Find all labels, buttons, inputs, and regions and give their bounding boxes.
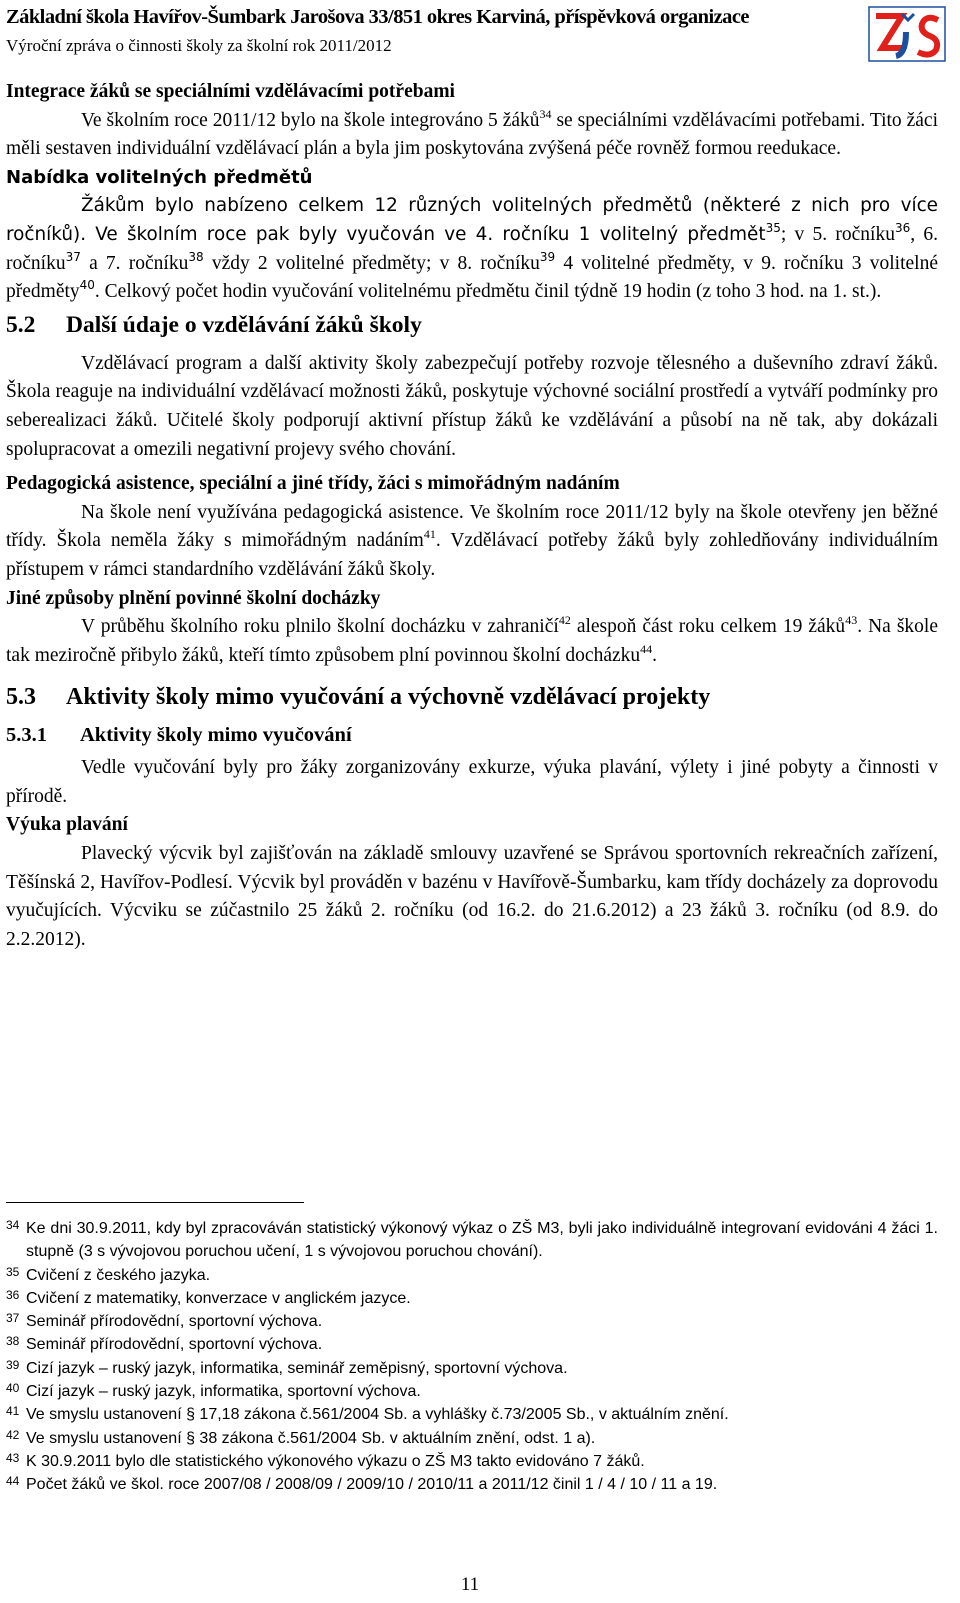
footnote-ref: 37 <box>65 249 81 264</box>
footnote-text: Cizí jazyk – ruský jazyk, informatika, seminář zeměpisný, sportovní výchova. <box>26 1359 568 1377</box>
heading-pedagog: Pedagogická asistence, speciální a jiné třídy, žáci s mimořádným nadáním <box>6 473 620 495</box>
footnote-44 <box>6 1473 938 1496</box>
footnote-38 <box>6 1333 938 1356</box>
main-text <box>6 78 938 954</box>
footnote-number: 34 <box>6 1218 20 1232</box>
footnote-34 <box>6 1217 938 1264</box>
footnote-text: Cvičení z českého jazyka. <box>26 1266 211 1284</box>
paragraph-pedagog: Na škole není využívána pedagogická asistence. Ve školním roce 2011/12 byly na škole otevřeny jen běžné třídy. Škola neměla žáky s mimořádným nadáním$^{41}$. Vzdělávací potřeby žáků byly zohledňovány individuálním přístupem v rámci standardního vzdělávání žáků školy. <box>6 501 938 580</box>
footnote-37 <box>6 1310 938 1333</box>
page-header <box>6 4 946 64</box>
footnote-text: Ke dni 30.9.2011, kdy byl zpracováván statistický výkonový výkaz o ZŠ M3, byli jako individuálně integrovaní evidováni 4 žáci 1. stupně (3 s vývojovou poruchou učení, 1 s vývojovou poruchou chování). <box>26 1220 938 1261</box>
footnote-number: 43 <box>6 1450 20 1465</box>
school-logo <box>868 6 946 62</box>
footnote-text: Cvičení z matematiky, konverzace v anglickém jazyce. <box>26 1289 411 1307</box>
report-title: Výroční zpráva o činnosti školy za školní rok 2011/2012 <box>6 36 392 55</box>
footnote-ref: 34 <box>539 106 552 121</box>
paragraph-5-2: Vzdělávací program a další aktivity školy zabezpečují potřeby rozvoje tělesného a duševního zdraví žáků. Škola reaguje na individuální vzdělávací možnosti žáků, poskytuje výchovné sociální prostředí a vytváří podmínky pro seberealizaci žáků. Učitelé školy podporují aktivní přístup žáků ke vzdělávání a působí na ně tak, aby dokázali spolupracovat a omezili negativní projevy svého chování. <box>6 352 938 460</box>
paragraph-plavani: Plavecký výcvik byl zajišťován na základě smlouvy uzavřené se Správou sportovních rekreačních zařízení, Těšínská 2, Havířov-Podlesí. Výcvik byl prováděn v bazénu v Havířově-Šumbarku, kam třídy docházely za doprovodu vyučujících. Výcviku se zúčastnilo 25 žáků 2. ročníku (od 16.2. do 21.6.2012) a 23 žáků 3. ročníku (od 8.9. do 2.2.2012). <box>6 843 938 950</box>
footnote-ref: 41 <box>423 527 436 542</box>
footnote-ref: 38 <box>188 249 204 264</box>
footnotes <box>6 1202 938 1497</box>
footnote-41 <box>6 1403 938 1426</box>
section-heading-5-2: 5.2 Další údaje o vzdělávání žáků školy <box>6 311 422 338</box>
heading-nabidka: Nabídka volitelných předmětů <box>6 166 313 188</box>
footnote-text: Cizí jazyk – ruský jazyk, informatika, sportovní výchova. <box>26 1383 421 1401</box>
footnote-number: 35 <box>6 1264 20 1279</box>
section-heading-5-3: 5.3 Aktivity školy mimo vyučování a výchovně vzdělávací projekty <box>6 684 711 711</box>
footnote-number: 39 <box>6 1357 20 1372</box>
section-heading-5-3-1: 5.3.1 Aktivity školy mimo vyučování <box>6 724 352 747</box>
footnote-39 <box>6 1357 938 1380</box>
footnote-ref: 40 <box>79 278 95 293</box>
footnote-42 <box>6 1427 938 1450</box>
paragraph-jine: V průběhu školního roku plnilo školní docházku v zahraničí$^{42}$ alespoň část roku celkem 19 žáků$^{43}$. Na škole tak meziročně přibylo žáků, kteří tímto způsobem plní povinnou školní docházku$^{44}$. <box>6 613 939 666</box>
footnote-text: K 30.9.2011 bylo dle statistického výkonového výkazu o ZŠ M3 takto evidováno 7 žáků. <box>26 1452 645 1470</box>
footnote-36 <box>6 1287 938 1310</box>
paragraph-5-3-1: Vedle vyučování byly pro žáky zorganizovány exkurze, výuka plavání, výlety i jiné pobyty a činnosti v přírodě. <box>6 757 938 807</box>
footnote-ref: 39 <box>539 249 556 264</box>
school-name: Základní škola Havířov-Šumbark Jarošova 33/851 okres Karviná, příspěvková organizace <box>6 6 749 28</box>
heading-integrace: Integrace žáků se speciálními vzdělávacími potřebami <box>6 81 455 102</box>
footnote-ref: 43 <box>845 613 858 628</box>
footnote-ref: 42 <box>558 613 571 628</box>
footnote-ref: 35 <box>765 220 781 235</box>
footnote-text: Seminář přírodovědní, sportovní výchova. <box>26 1313 323 1331</box>
footnote-40 <box>6 1380 938 1403</box>
footnote-number: 41 <box>6 1404 20 1419</box>
paragraph-nabidka: Žákům bylo nabízeno celkem 12 různých volitelných předmětů (některé z nich pro více ročníků). Ve školním roce pak byly vyučován ve 4. ročníku 1 volitelný předmět$^{35}$; v 5. ročníku$^{36}$, 6. ročníku$^{37}$ a 7. ročníku$^{38}$ vždy 2 volitelné předměty; v 8. ročníku$^{39}$ 4 volitelné předměty, v 9. ročníku 3 volitelné předměty$^{40}$. Celkový počet hodin vyučování volitelnému předmětu činil týdně 19 hodin (z toho 3 hod. na 1. st.). <box>6 195 939 303</box>
footnote-number: 40 <box>6 1381 20 1396</box>
footnote-43 <box>6 1450 938 1473</box>
footnote-number: 36 <box>6 1287 20 1302</box>
footnote-text: Počet žáků ve škol. roce 2007/08 / 2008/09 / 2009/10 / 2010/11 a 2011/12 činil 1 / 4 / 10 / 11 a 19. <box>26 1476 718 1494</box>
footnote-number: 37 <box>6 1311 20 1326</box>
footnote-35 <box>6 1264 938 1287</box>
footnote-text: Ve smyslu ustanovení § 17,18 zákona č.561/2004 Sb. a vyhlášky č.73/2005 Sb., v aktuálním znění. <box>26 1406 729 1424</box>
footnote-text: Seminář přírodovědní, sportovní výchova. <box>26 1336 323 1354</box>
heading-plavani: Výuka plavání <box>6 814 128 836</box>
footnote-number: 38 <box>6 1334 20 1349</box>
footnote-divider <box>6 1202 304 1203</box>
heading-jine: Jiné způsoby plnění povinné školní docházky <box>6 587 381 609</box>
paragraph-integrace: Ve školním roce 2011/12 bylo na škole integrováno 5 žáků$^{34}$ se speciálními vzdělávacími potřebami. Tito žáci měli sestaven individuální vzdělávací plán a byla jim poskytována zvýšená péče rovněž formou reedukace. <box>6 106 938 160</box>
page-number: 11 <box>460 1574 480 1595</box>
footnote-ref: 36 <box>894 220 911 235</box>
footnote-text: Ve smyslu ustanovení § 38 zákona č.561/2004 Sb. v aktuálním znění, odst. 1 a). <box>26 1429 596 1447</box>
footnote-number: 44 <box>6 1474 20 1489</box>
footnote-ref: 44 <box>640 641 653 656</box>
footnote-number: 42 <box>6 1427 20 1442</box>
